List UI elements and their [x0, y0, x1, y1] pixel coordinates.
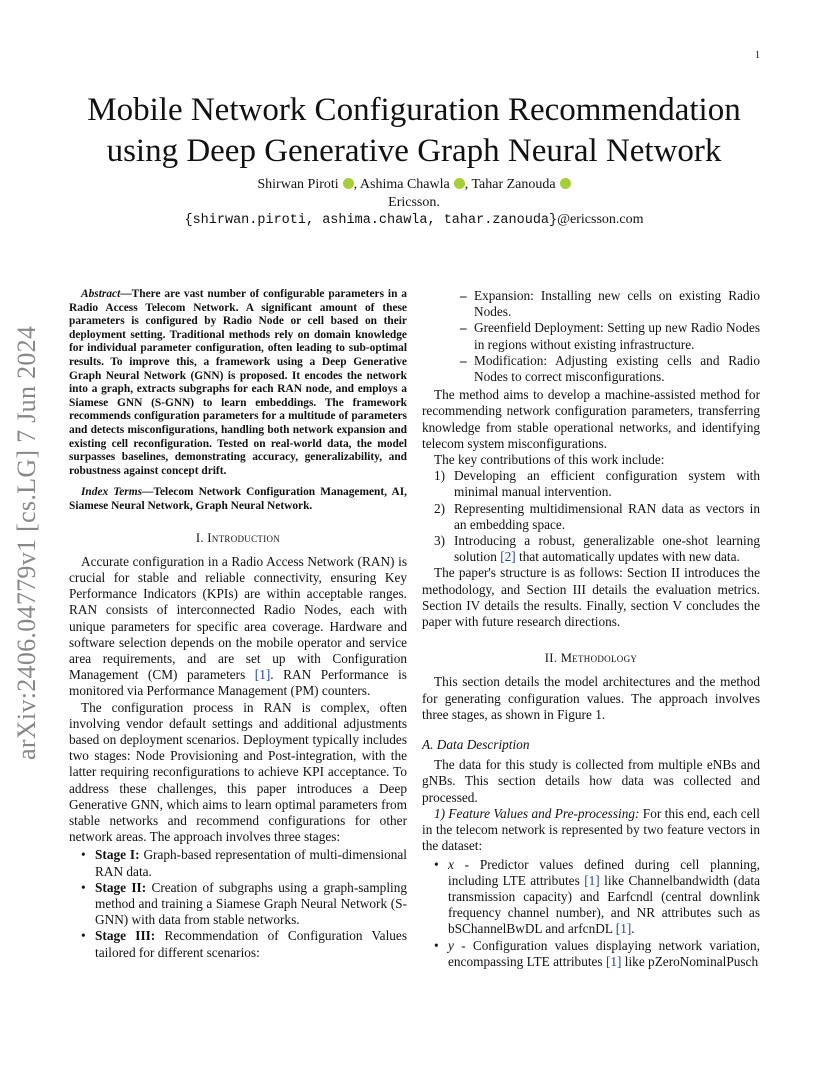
scenario-list	[422, 288, 760, 385]
stage-label: Stage III:	[95, 928, 156, 944]
stage-text: Graph-based representation of multi-dimensional RAN data.	[95, 847, 408, 879]
index-terms	[69, 486, 407, 513]
citation-link[interactable]: [1]	[615, 921, 632, 937]
index-terms-label: Index Terms	[81, 486, 143, 499]
item-text: Developing an efficient configuration system with minimal manual intervention.	[454, 468, 760, 500]
item-text: that automatically updates with new data.	[515, 549, 740, 565]
item-text: Introducing a robust, generalizable one-shot learning solution	[454, 533, 760, 565]
item-text: Representing multidimensional RAN data as vectors in an embedding space.	[454, 500, 760, 532]
item-text: .	[631, 921, 635, 937]
orcid-icon[interactable]	[560, 178, 571, 189]
stage-list	[69, 847, 407, 960]
subsection-heading: A. Data Description	[422, 737, 530, 753]
affiliation: Ericsson.	[388, 195, 440, 210]
abstract-text: —There are vast number of configurable parameters in a Radio Access Telecom Network. A significant amount of these parameters is configured by Radio Node or cell based on their deployment setting. Traditional methods rely on domain knowledge for individual parameter configuration, often leading to sub-optimal results. To improve this, a framework using a Deep Generative Graph Neural Network (GNN) is proposed. It encodes the network into a graph, extracts subgraphs for each RAN node, and employs a Siamese GNN (S-GNN) to learn embeddings. The framework recommends configuration parameters for a multitude of parameters and detects misconfigurations, handling both network expansion and existing cell reconfiguration. Tested on real-world data, the model surpasses baselines, demonstrating accuracy, generalizability, and robustness against concept drift.	[69, 288, 407, 477]
aim-paragraph: The method aims to develop a machine-assisted method for recommending network configuration parameters, transferring knowledge from stable operational networks, and identifying telecom system misconfigurations.	[422, 387, 760, 451]
page-number: 1	[755, 50, 760, 61]
orcid-icon[interactable]	[343, 178, 354, 189]
stage-text: Creation of subgraphs using a graph-sampling method and training a Siamese Graph Neural Network (S-GNN) with data from stable networks.	[95, 879, 407, 928]
index-terms-text: —Telecom Network Configuration Management, AI, Siamese Neural Network, Graph Neural Network.	[69, 486, 408, 512]
author-name: Ashima Chawla	[359, 177, 450, 192]
left-column	[69, 288, 407, 961]
author-emails	[0, 212, 828, 228]
list-item: – Modification: Adjusting existing cells and Radio Nodes to correct misconfigurations.	[474, 353, 760, 385]
paper-title	[0, 90, 828, 172]
list-item: – Greenfield Deployment: Setting up new Radio Nodes in regions without existing infrastructure.	[474, 320, 760, 352]
abstract	[69, 288, 407, 478]
list-item: – Expansion: Installing new cells on existing Radio Nodes.	[474, 288, 760, 320]
citation-link[interactable]: [1]	[254, 667, 271, 683]
feature-paragraph	[422, 806, 760, 855]
item-number: 2)	[434, 500, 446, 516]
citation-link[interactable]: [1]	[605, 953, 622, 969]
item-number: 3)	[434, 533, 446, 549]
citation-link[interactable]: [1]	[584, 872, 600, 888]
email-domain: @ericsson.com	[557, 212, 644, 227]
author-name: Tahar Zanouda	[471, 177, 556, 192]
section-heading-methodology	[422, 650, 760, 666]
list-item	[434, 500, 760, 533]
item-text: - Configuration values displaying network variation, encompassing LTE attributes	[448, 937, 760, 969]
intro-paragraph-2: The configuration process in RAN is complex, often involving vendor default settings and additional adjustments based on deployment scenarios. Deployment typically includes two stages: Node Provisioning and Post-integration, with the latter requiring reconfigurations to achieve KPI acceptance. To address these challenges, this paper introduces a Deep Generative GNN, which aims to learn optimal parameters from stable networks and recommend configurations for other network areas. The approach involves three stages:	[69, 699, 407, 845]
section-title: Methodology	[560, 651, 638, 666]
item-text: like Channelbandwidth (data transmission capacity) and Earfcndl (central downlink frequency channel number), and NR attributes such as bSChannelBwDL and arfcnDL	[448, 872, 760, 937]
arxiv-stamp[interactable]	[8, 290, 44, 760]
feature-list	[422, 857, 760, 970]
contributions-intro: The key contributions of this work include:	[434, 452, 665, 468]
right-column	[422, 288, 760, 970]
data-paragraph: The data for this study is collected from multiple eNBs and gNBs. This section details how data was collected and processed.	[422, 757, 760, 805]
list-item	[448, 857, 760, 938]
item-text: - Predictor values defined during cell planning, including LTE attributes	[448, 856, 760, 888]
section-number: II.	[544, 651, 561, 666]
arxiv-stamp-text: arXiv:2406.04779v1 [cs.LG] 7 Jun 2024	[12, 325, 41, 760]
item-number: 1)	[434, 468, 446, 484]
stage-label: Stage II:	[95, 879, 147, 895]
list-item	[434, 533, 760, 565]
contribution-list	[422, 468, 760, 565]
section-number: I.	[195, 530, 208, 545]
list-item	[434, 468, 760, 500]
list-item	[95, 847, 407, 879]
structure-paragraph: The paper's structure is as follows: Section II introduces the methodology, and Section III details the evaluation metrics. Section IV details the results. Finally, section V concludes the paper with future research directions.	[422, 565, 760, 630]
math-symbol: x	[448, 856, 454, 872]
intro-paragraph-1	[69, 554, 407, 700]
method-paragraph: This section details the model architectures and the method for generating configuration values. The approach involves three stages, as shown in Figure 1.	[422, 674, 760, 722]
section-title: Introduction	[207, 530, 281, 545]
paragraph-heading: 1) Feature Values and Pre-processing:	[434, 805, 640, 821]
intro-text: Accurate configuration in a Radio Access Network (RAN) is crucial for stable and reliable connectivity, ensuring Key Performance Indicators (KPIs) are within acceptable ranges. RAN consists of interconnected Radio Nodes, each with unique parameters for specific area coverage. Hardware and software selection depends on the mobile operator and service area requirements, and are set up with Configuration Management (CM) parameters	[69, 553, 407, 683]
stage-label: Stage I:	[95, 847, 140, 863]
title-line-2: using Deep Generative Graph Neural Network	[106, 133, 722, 169]
list-item	[95, 928, 407, 960]
abstract-label: Abstract	[81, 288, 121, 300]
list-item	[95, 880, 407, 929]
paragraph-text: For this end, each cell in the telecom network is represented by two feature vectors in the dataset:	[422, 805, 760, 854]
intro-text: . RAN Performance is monitored via Performance Management (PM) counters.	[69, 667, 407, 699]
title-line-1: Mobile Network Configuration Recommendation	[87, 92, 741, 128]
author-name: Shirwan Piroti	[257, 177, 339, 192]
orcid-icon[interactable]	[454, 178, 465, 189]
stage-text: Recommendation of Configuration Values tailored for different scenarios:	[95, 928, 407, 960]
item-text: like pZeroNominalPusch	[621, 953, 759, 969]
author-list: Shirwan Piroti , Ashima Chawla , Tahar Zanouda	[0, 177, 828, 193]
list-item	[448, 938, 760, 970]
citation-link[interactable]: [2]	[500, 549, 516, 565]
section-heading-introduction	[69, 530, 407, 546]
math-symbol: y	[448, 937, 454, 953]
email-usernames: {shirwan.piroti, ashima.chawla, tahar.zanouda}	[184, 213, 558, 228]
